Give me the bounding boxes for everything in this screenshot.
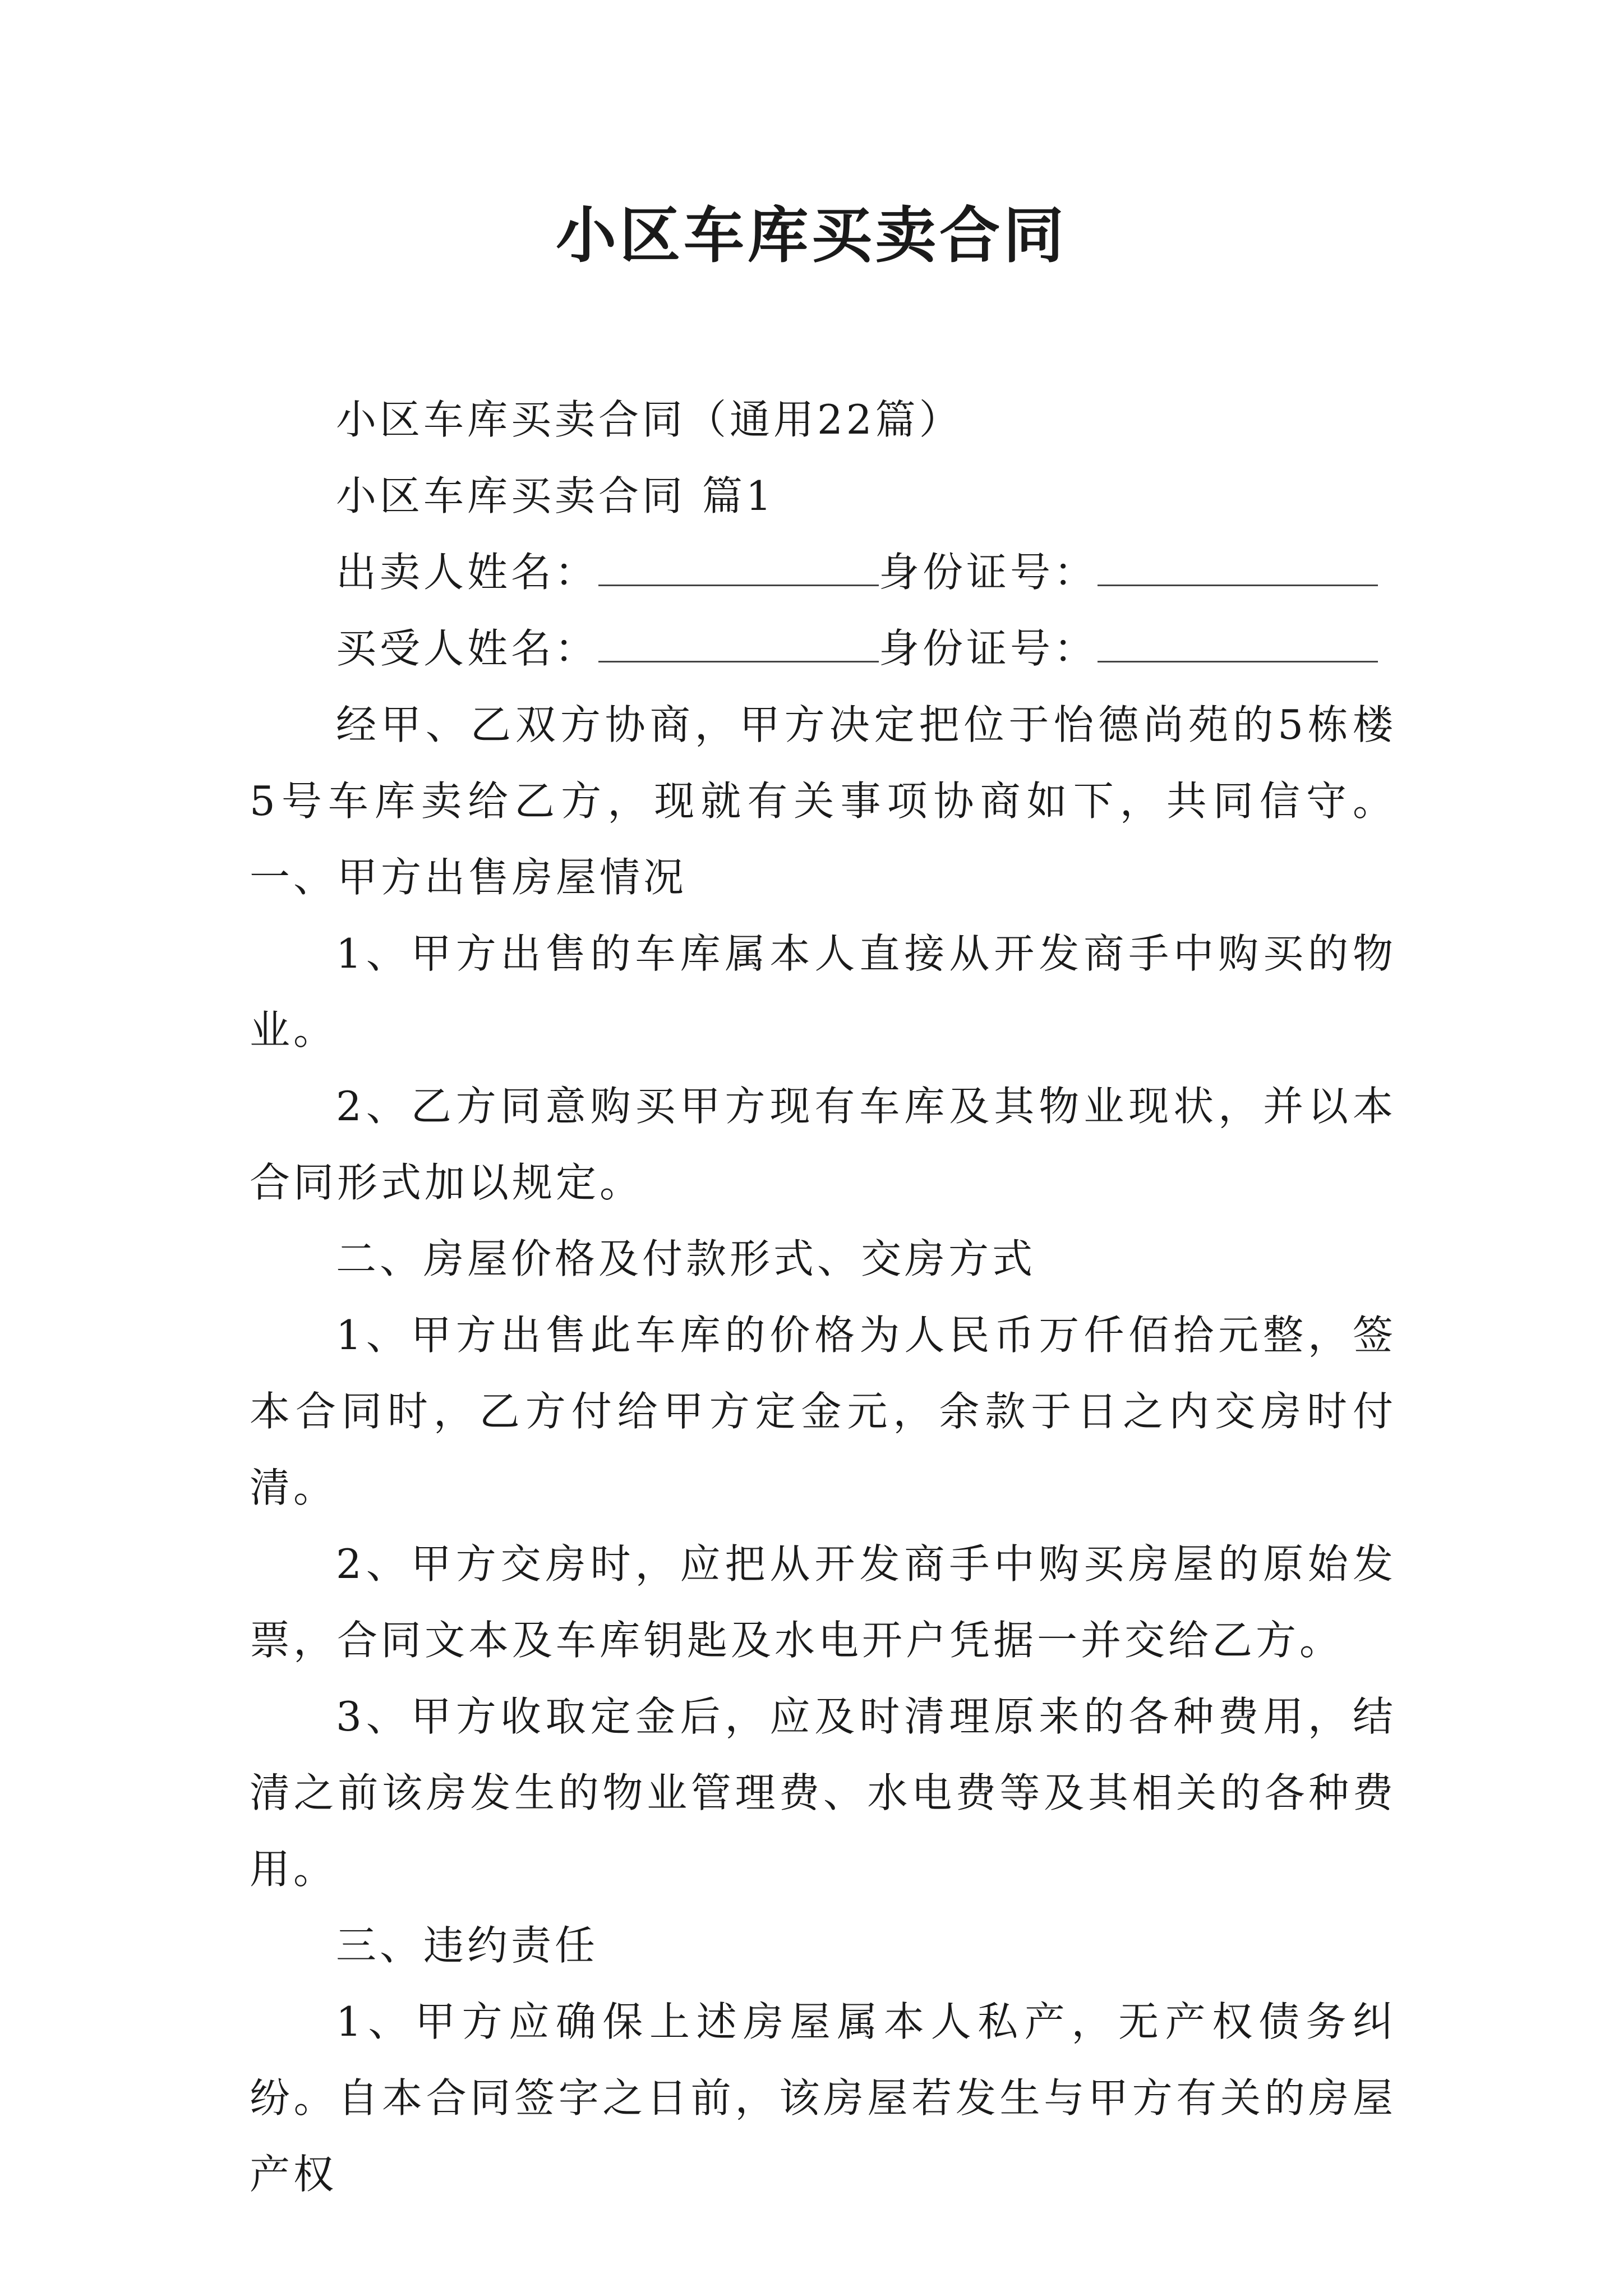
document-title: 小区车库买卖合同 <box>555 200 1067 271</box>
section-heading: 二、房屋价格及付款形式、交房方式 <box>336 1235 1036 1282</box>
section-heading: 小区车库买卖合同 篇1 <box>336 472 775 519</box>
body-paragraph: 经甲、乙双方协商，甲方决定把位于怡德尚苑的5栋楼5号车库卖给乙方，现就有关事项协商如下，共同信守。一、甲方出售房屋情况 <box>250 701 1396 901</box>
seller-id-label: 身份证号： <box>879 549 1098 596</box>
document-body <box>250 381 1396 2212</box>
body-paragraph: 2、乙方同意购买甲方现有车库及其物业现状，并以本合同形式加以规定。 <box>250 1083 1396 1206</box>
seller-name-blank <box>598 545 879 586</box>
section-heading: 三、违约责任 <box>336 1922 599 1969</box>
body-paragraph: 3、甲方收取定金后，应及时清理原来的各种费用，结清之前该房发生的物业管理费、水电费等及其相关的各种费用。 <box>250 1693 1396 1893</box>
body-paragraph: 1、甲方出售此车库的价格为人民币万仟佰拾元整，签本合同时，乙方付给甲方定金元，余款于日之内交房时付清。 <box>250 1312 1396 1511</box>
buyer-id-blank <box>1098 622 1378 662</box>
buyer-name-label: 买受人姓名： <box>336 625 599 672</box>
body-paragraph: 1、甲方出售的车库属本人直接从开发商手中购买的物业。 <box>250 930 1396 1053</box>
body-paragraph: 2、甲方交房时，应把从开发商手中购买房屋的原始发票，合同文本及车库钥匙及水电开户凭据一并交给乙方。 <box>250 1540 1396 1664</box>
seller-name-label: 出卖人姓名： <box>336 549 599 596</box>
body-paragraph: 1、甲方应确保上述房屋属本人私产，无产权债务纠纷。自本合同签字之日前，该房屋若发生与甲方有关的房屋产权 <box>250 1998 1396 2198</box>
seller-info-line <box>250 534 1396 610</box>
subtitle-paragraph: 小区车库买卖合同（通用22篇） <box>336 396 963 443</box>
buyer-name-blank <box>598 622 879 662</box>
buyer-id-label: 身份证号： <box>879 625 1098 672</box>
buyer-info-line <box>250 610 1396 687</box>
seller-id-blank <box>1098 545 1378 586</box>
